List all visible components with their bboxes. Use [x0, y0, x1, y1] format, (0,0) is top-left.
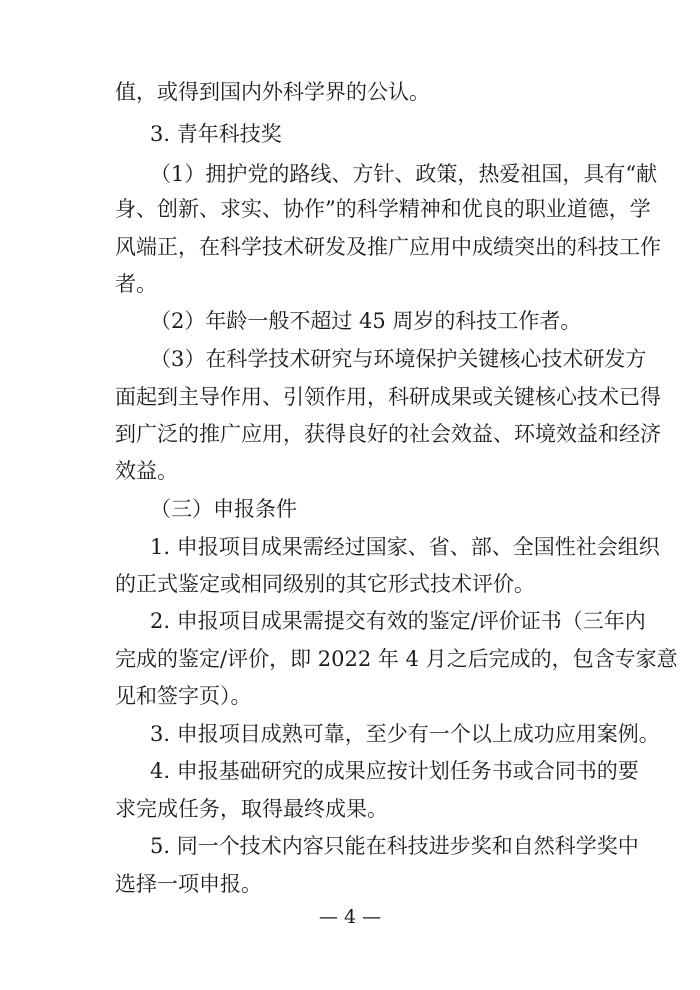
section-heading: 3. 青年科技奖: [150, 122, 282, 146]
paragraph-line: 面起到主导作用、引领作用，科研成果或关键核心技术已得: [115, 385, 661, 409]
paragraph-line: 2. 申报项目成果需提交有效的鉴定/评价证书（三年内: [150, 609, 646, 633]
paragraph-line: 选择一项申报。: [115, 872, 262, 896]
paragraph-line: 效益。: [115, 459, 178, 483]
paragraph-line: 风端正，在科学技术研发及推广应用中成绩突出的科技工作: [115, 235, 661, 259]
paragraph-line: （1）拥护党的路线、方针、政策，热爱祖国，具有“献: [150, 162, 658, 186]
paragraph-line: （2）年龄一般不超过 45 周岁的科技工作者。: [150, 309, 582, 333]
paragraph-line: 完成的鉴定/评价，即 2022 年 4 月之后完成的，包含专家意: [115, 647, 678, 671]
paragraph-line: （3）在科学技术研究与环境保护关键核心技术研发方: [150, 347, 647, 371]
paragraph-line: 的正式鉴定或相同级别的其它形式技术评价。: [115, 572, 535, 596]
paragraph-line: 4. 申报基础研究的成果应按计划任务书或合同书的要: [150, 759, 639, 783]
paragraph-line: 值，或得到国内外科学界的公认。: [115, 80, 430, 104]
page-number: — 4 —: [318, 906, 382, 928]
paragraph-line: 身、创新、求实、协作”的科学精神和优良的职业道德，学: [115, 197, 651, 221]
paragraph-line: 到广泛的推广应用，获得良好的社会效益、环境效益和经济: [115, 422, 661, 446]
paragraph-line: 5. 同一个技术内容只能在科技进步奖和自然科学奖中: [150, 834, 639, 858]
paragraph-line: 者。: [115, 272, 157, 296]
paragraph-line: 见和签字页）。: [115, 684, 252, 708]
paragraph-line: 1. 申报项目成果需经过国家、省、部、全国性社会组织: [150, 535, 660, 559]
section-heading: （三）申报条件: [150, 497, 297, 521]
paragraph-line: 求完成任务，取得最终成果。: [115, 797, 388, 821]
paragraph-line: 3. 申报项目成熟可靠，至少有一个以上成功应用案例。: [150, 722, 660, 746]
